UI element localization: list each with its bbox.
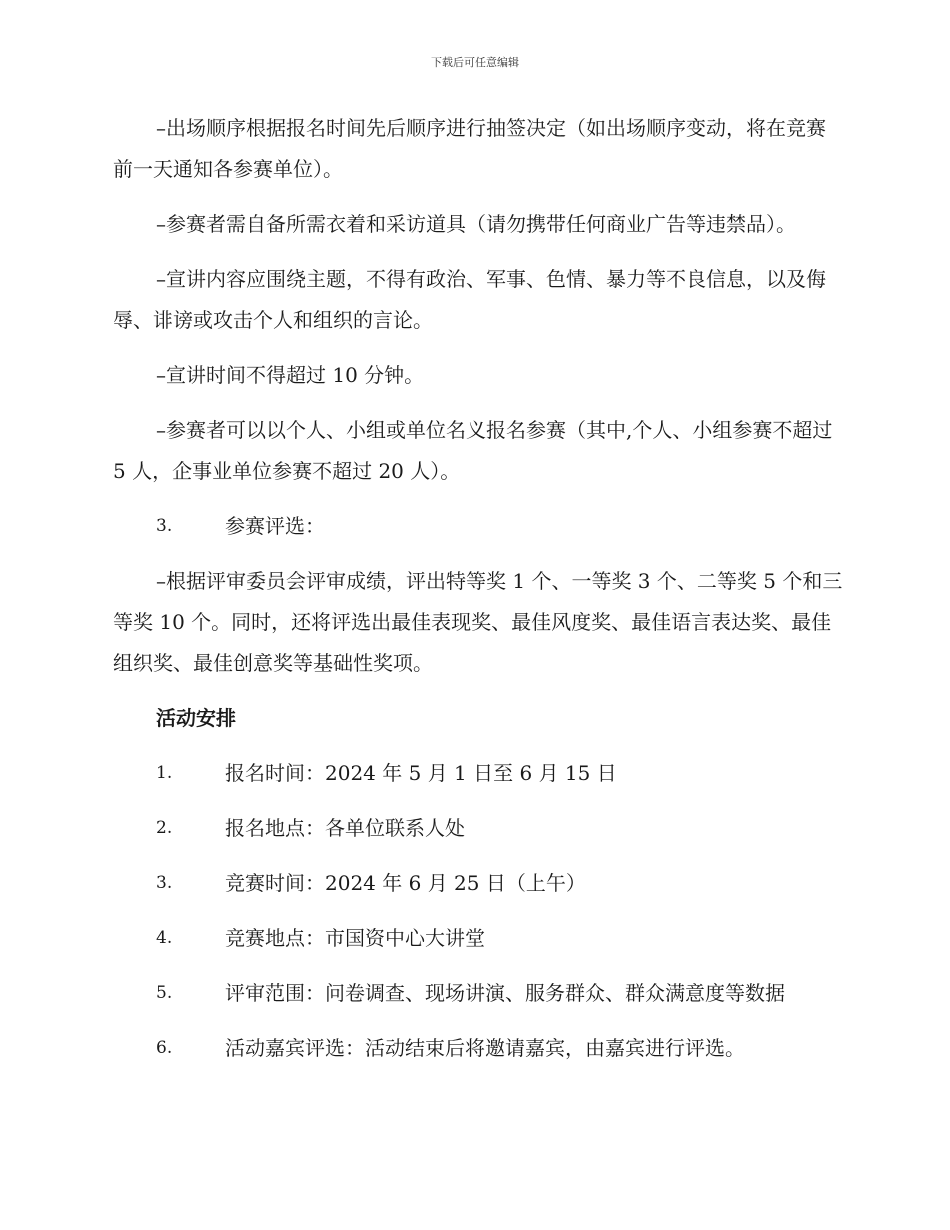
rule-time-limit: –宣讲时间不得超过 10 分钟。 <box>156 363 425 387</box>
schedule-heading: 活动安排 <box>156 706 236 730</box>
schedule-item-number: 5. <box>156 983 173 1003</box>
schedule-item-text: 评审范围：问卷调查、现场讲演、服务群众、群众满意度等数据 <box>225 981 785 1005</box>
document-body <box>113 108 843 1083</box>
schedule-item <box>113 918 843 959</box>
schedule-item-text: 竞赛地点：市国资中心大讲堂 <box>225 926 485 950</box>
schedule-item-number: 1. <box>156 763 173 783</box>
schedule-item-number: 2. <box>156 818 173 838</box>
schedule-item-text: 报名地点：各单位联系人处 <box>225 816 465 840</box>
section-title: 参赛评选： <box>225 514 325 538</box>
schedule-item-text: 活动嘉宾评选：活动结束后将邀请嘉宾，由嘉宾进行评选。 <box>225 1036 745 1060</box>
schedule-item <box>113 973 843 1014</box>
schedule-item <box>113 863 843 904</box>
schedule-item <box>113 1028 843 1069</box>
schedule-item-number: 4. <box>156 928 173 948</box>
schedule-item-number: 6. <box>156 1038 173 1058</box>
schedule-item-number: 3. <box>156 873 173 893</box>
page-header: 下载后可任意编辑 <box>431 56 519 69</box>
rule-attire-props: –参赛者需自备所需衣着和采访道具（请勿携带任何商业广告等违禁品）。 <box>156 212 796 236</box>
rule-registration: –参赛者可以以个人、小组或单位名义报名参赛（其中,个人、小组参赛不超过 5 人，企事业单位参赛不超过 20 人）。 <box>113 418 833 483</box>
schedule-item <box>113 808 843 849</box>
rule-draw-order: –出场顺序根据报名时间先后顺序进行抽签决定（如出场顺序变动，将在竞赛前一天通知各参赛单位）。 <box>113 116 826 181</box>
schedule-item-text: 竞赛时间：2024 年 6 月 25 日（上午） <box>225 871 586 895</box>
rule-content-theme: –宣讲内容应围绕主题，不得有政治、军事、色情、暴力等不良信息，以及侮辱、诽谤或攻击个人和组织的言论。 <box>113 267 826 332</box>
section-number: 3. <box>156 516 173 536</box>
schedule-item <box>113 753 843 794</box>
schedule-item-text: 报名时间：2024 年 5 月 1 日至 6 月 15 日 <box>225 761 617 785</box>
awards-paragraph: –根据评审委员会评审成绩，评出特等奖 1 个、一等奖 3 个、二等奖 5 个和三等奖 10 个。同时，还将评选出最佳表现奖、最佳风度奖、最佳语言表达奖、最佳组织奖、最佳创意奖等基础性奖项。 <box>113 569 843 675</box>
section-3-heading <box>113 506 843 547</box>
